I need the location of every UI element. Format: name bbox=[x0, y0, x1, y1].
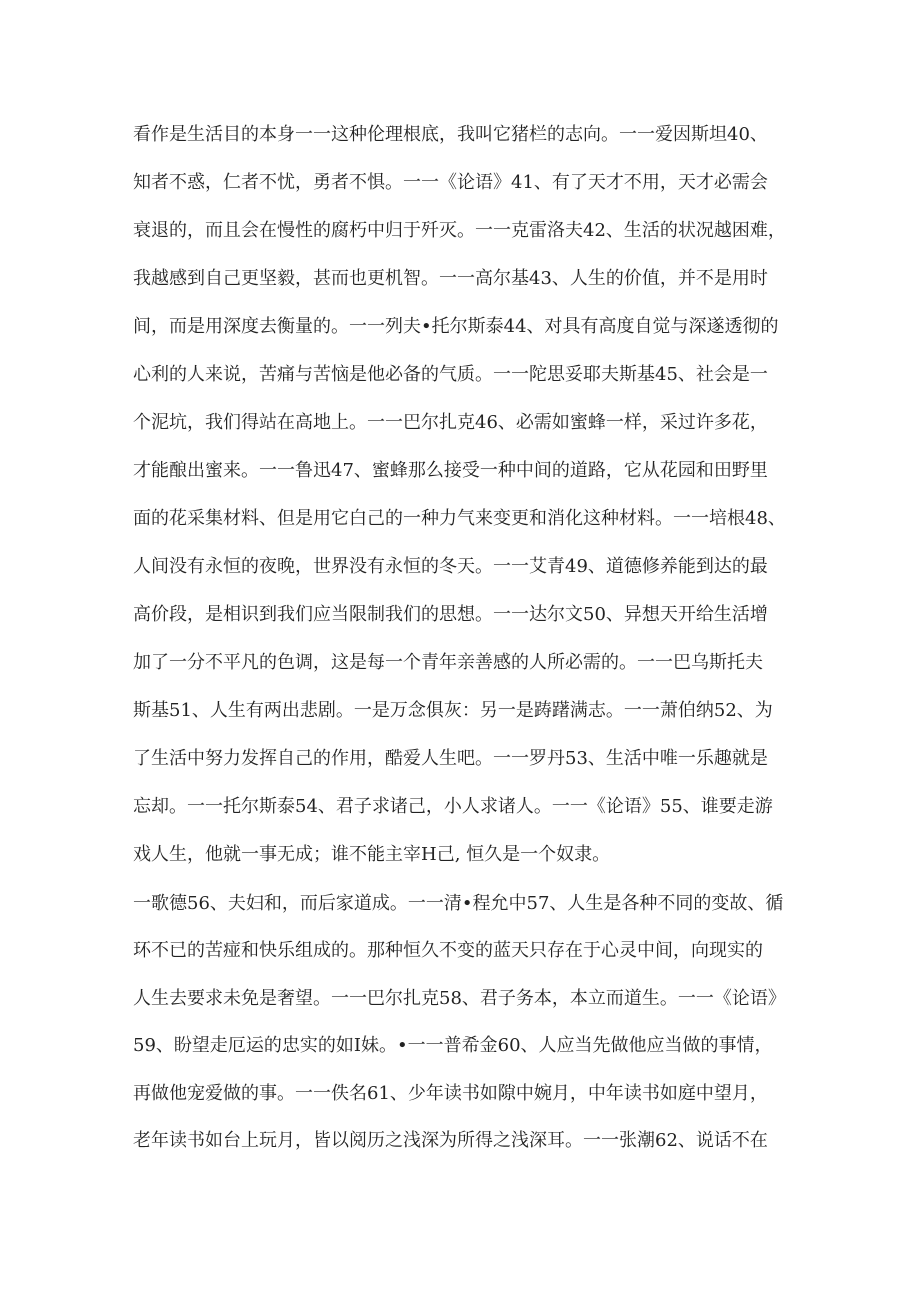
text-line: 我越感到自己更坚毅，甚而也更机智。一一高尔基43、人生的价值，并不是用时 bbox=[133, 268, 768, 289]
text-line: 59、盼望走厄运的忠实的如I妹。•一一普希金60、人应当先做他应当做的事情， bbox=[133, 1035, 773, 1057]
text-line: 了生活中努力发挥自己的作用，酷爱人生吧。一一罗丹53、生活中唯一乐趣就是 bbox=[133, 748, 768, 769]
text-line: 知者不惑，仁者不忧，勇者不惧。一一《论语》41、有了天才不用，天才必需会 bbox=[133, 172, 768, 193]
text-line: 忘却。一一托尔斯泰54、君子求诸己，小人求诸人。一一《论语》55、谁要走游 bbox=[133, 796, 773, 817]
text-line: 再做他宠爱做的事。一一佚名61、少年读书如隙中婉月，中年读书如庭中望月， bbox=[133, 1082, 768, 1104]
text-line: 看作是生活目的本身一一这种伦理根底，我叫它猪栏的志向。一一爱因斯坦40、 bbox=[133, 124, 768, 145]
text-line: 人生去要求未免是奢望。一一巴尔扎克58、君子务本，本立而道生。一一《论语》 bbox=[133, 987, 786, 1009]
text-line: 加了一分不平凡的色调，这是每一个青年亲善感的人所必需的。一一巴乌斯托夫 bbox=[133, 652, 763, 673]
text-line: 老年读书如台上玩月，皆以阅历之浅深为所得之浅深耳。一一张潮62、说话不在 bbox=[133, 1129, 768, 1151]
text-line: 戏人生，他就一事无成；谁不能主宰H己, 恒久是一个奴隶。 bbox=[133, 844, 611, 865]
paragraph-1 bbox=[133, 117, 793, 885]
text-line: 一歌德56、夫妇和，而后家道成。一一清•程允中57、人生是各种不同的变故、循 bbox=[133, 893, 784, 914]
text-line: 个泥坑，我们得站在高地上。一一巴尔扎克46、必需如蜜蜂一样，采过许多花， bbox=[133, 412, 768, 433]
text-line: 人间没有永恒的夜晚，世界没有永恒的冬天。一一艾青49、道德修养能到达的最 bbox=[133, 556, 768, 577]
text-line: 心利的人来说，苦痛与苦恼是他必备的气质。一一陀思妥耶夫斯基45、社会是一 bbox=[133, 364, 768, 385]
text-line: 才能酿出蜜来。一一鲁迅47、蜜蜂那么接受一种中间的道路，它从花园和田野里 bbox=[133, 460, 768, 481]
text-line: 环不已的苦痖和快乐组成的。那种恒久不变的蓝天只存在于心灵中间，向现实的 bbox=[133, 940, 763, 962]
paragraph-2 bbox=[133, 886, 793, 1170]
text-line: 衰退的，而且会在慢性的腐朽中归于歼灭。一一克雷洛夫42、生活的状况越困难， bbox=[133, 220, 786, 241]
text-line: 间，而是用深度去衡量的。一一列夫•托尔斯泰44、对具有高度自觉与深遂透彻的 bbox=[133, 316, 779, 337]
text-line: 面的花采集材料、但是用它白己的一种力气来变更和消化这种材料。一一培根48、 bbox=[133, 508, 786, 529]
text-line: 斯基51、人生有两出悲剧。一是万念俱灰：另一是踌躇满志。一一萧伯纳52、为 bbox=[133, 700, 773, 721]
text-line: 高价段，是相识到我们应当限制我们的思想。一一达尔文50、异想天开给生活增 bbox=[133, 604, 768, 625]
